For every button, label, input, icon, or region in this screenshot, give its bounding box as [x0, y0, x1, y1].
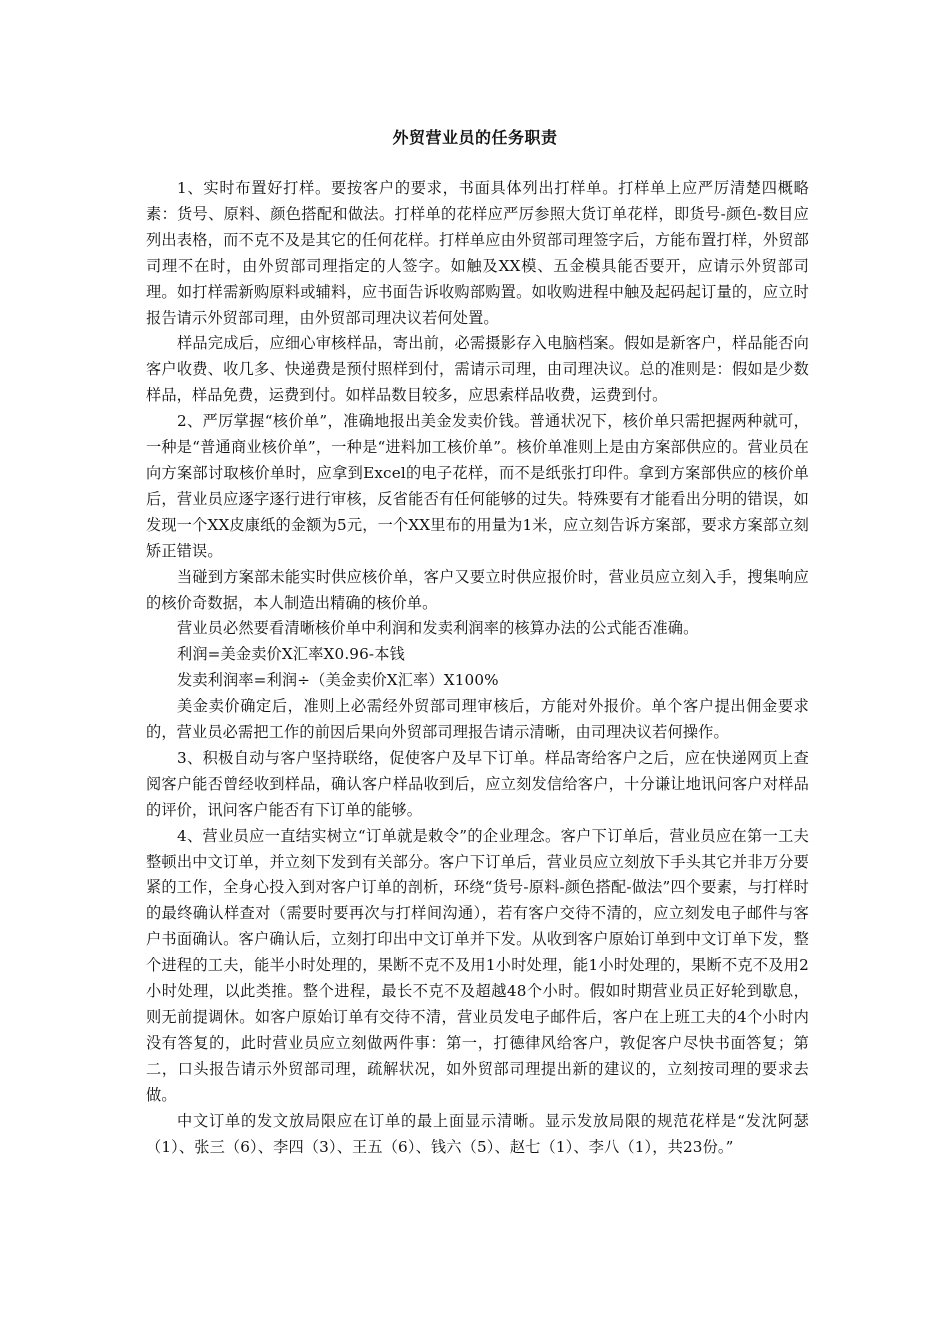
paragraph-price-sheet-delay: 当碰到方案部未能实时供应核价单，客户又要立时供应报价时，营业员应立刻入手，搜集响应的核价奇数据，本人制造出精确的核价单。 [146, 567, 809, 612]
paragraph-2-price-check-sheet: 2、严厉掌握“核价单”，准确地报出美金发卖价钱。普通状况下，核价单只需把握两种就可，一种是“普通商业核价单”，一种是“进料加工核价单”。核价单准则上是由方案部供应的。营业员在向方案部讨取核价单时，应拿到Excel的电子花样，而不是纸张打印件。拿到方案部供应的核价单后，营业员应逐字逐行进行审核，反省能否有任何能够的过失。特殊要有才能看出分明的错误，如发现一个XX皮康纸的金额为5元，一个XX里布的用量为1米，应立刻告诉方案部，要求方案部立刻矫正错误。 [146, 412, 809, 560]
formula-profit-rate: 发卖利润率=利润÷（美金卖价X汇率）X100% [177, 671, 499, 690]
formula-profit: 利润=美金卖价X汇率X0.96-本钱 [177, 645, 405, 664]
document-title: 外贸营业员的任务职责 [392, 128, 558, 147]
paragraph-distribution-scope: 中文订单的发文放局限应在订单的最上面显示清晰。显示发放局限的规范花样是“发沈阿瑟（1）、张三（6）、李四（3）、王五（6）、钱六（5）、赵七（1）、李八（1），共23份。” [146, 1111, 809, 1156]
paragraph-1-sample-arrangement: 1、实时布置好打样。要按客户的要求，书面具体列出打样单。打样单上应严厉清楚四概略素：货号、原料、颜色搭配和做法。打样单的花样应严厉参照大货订单花样，即货号-颜色-数目应列出表格，而不克不及是其它的任何花样。打样单应由外贸部司理签字后，方能布置打样，外贸部司理不在时，由外贸部司理指定的人签字。如触及XX模、五金模具能否要开，应请示外贸部司理。如打样需新购原料或辅料，应书面告诉收购部购置。如收购进程中触及起码起订量的，应立时报告请示外贸部司理，由外贸部司理决议若何处置。 [146, 179, 809, 327]
paragraph-formula-check: 营业员必然要看清晰核价单中利润和发卖利润率的核算办法的公式能否准确。 [177, 619, 699, 638]
paragraph-sample-review: 样品完成后，应细心审核样品，寄出前，必需摄影存入电脑档案。假如是新客户，样品能否向客户收费、收几多、快递费是预付照样到付，需请示司理，由司理决议。总的准则是：假如是少数样品，样品免费，运费到付。如样品数目较多，应思索样品收费，运费到付。 [146, 334, 809, 405]
paragraph-4-order-processing: 4、营业员应一直结实树立“订单就是敕令”的企业理念。客户下订单后，营业员应在第一工夫整顿出中文订单，并立刻下发到有关部分。客户下订单后，营业员应立刻放下手头其它并非万分要紧的工作，全身心投入到对客户订单的剖析，环绕“货号-原料-颜色搭配-做法”四个要素，与打样时的最终确认样查对（需要时要再次与打样间沟通），若有客户交待不清的，应立刻发电子邮件与客户书面确认。客户确认后，立刻打印出中文订单并下发。从收到客户原始订单到中文订单下发，整个进程的工夫，能半小时处理的，果断不克不及用1小时处理，能1小时处理的，果断不克不及用2小时处理，以此类推。整个进程，最长不克不及超越48个小时。假如时期营业员正好轮到歇息，则无前提调休。如客户原始订单有交待不清，营业员发电子邮件后，客户在上班工夫的4个小时内没有答复的，此时营业员应立刻做两件事：第一，打德律风给客户，敦促客户尽快书面答复；第二，口头报告请示外贸部司理，疏解状况，如外贸部司理提出新的建议的，立刻按司理的要求去做。 [146, 826, 809, 1104]
paragraph-3-customer-contact: 3、积极自动与客户坚持联络，促使客户及早下订单。样品寄给客户之后，应在快递网页上查阅客户能否曾经收到样品，确认客户样品收到后，应立刻发信给客户，十分谦让地讯问客户对样品的评价，讯问客户能否有下订单的能够。 [146, 748, 809, 819]
paragraph-price-approval: 美金卖价确定后，准则上必需经外贸部司理审核后，方能对外报价。单个客户提出佣金要求的，营业员必需把工作的前因后果向外贸部司理报告请示清晰，由司理决议若何操作。 [146, 697, 809, 742]
document-body [146, 176, 809, 1160]
